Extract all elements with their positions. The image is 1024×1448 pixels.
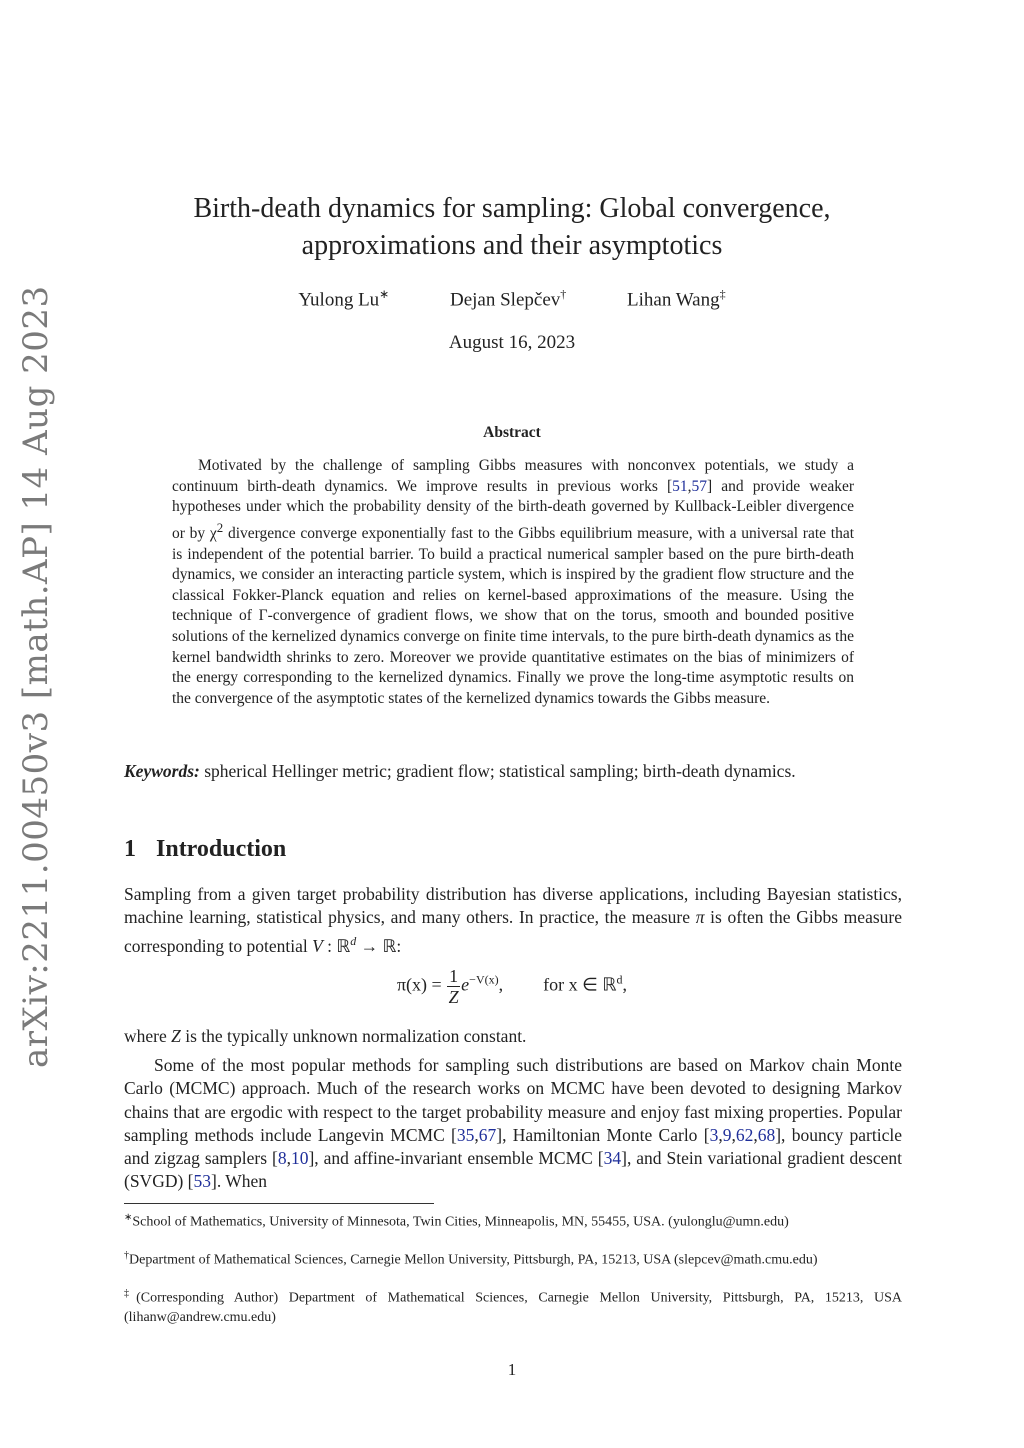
keywords-text: spherical Hellinger metric; gradient flow; statistical sampling; birth-death dynamics.	[199, 761, 796, 781]
abstract-text: Motivated by the challenge of sampling Gibbs measures with nonconvex potentials, we study a continuum birth-death dynamics. We improve results in previous works [51,57] and provide weaker hypotheses under which the probability density of the birth-death governed by Kullback-Leibler divergence or by $\chi^2$ divergence converge exponentially fast to the Gibbs equilibrium measure, with a universal rate that is independent of the potential barrier. To build a practical numerical sampler based on the pure birth-death dynamics, we consider an interacting particle system, which is inspired by the gradient flow structure and the classical Fokker-Planck equation and relies on kernel-based approximations of the measure. Using the technique of Γ-convergence of gradient flows, we show that on the torus, smooth and bounded positive solutions of the kernelized dynamics converge on finite time intervals, to the pure birth-death dynamics as the kernel bandwidth shrinks to zero. Moreover we provide quantitative estimates on the bias of minimizers of the energy corresponding to the kernelized dynamics. Finally we prove the long-time asymptotic results on the convergence of the asymptotic states of the kernelized dynamics towards the Gibbs measure.	[172, 457, 854, 707]
page-number: 1	[507, 1360, 517, 1379]
footnote-1: ∗School of Mathematics, University of Minnesota, Twin Cities, Minneapolis, MN, 55455, USA. (yulonglu@umn.edu)	[124, 1212, 789, 1230]
abstract-heading: Abstract	[483, 424, 541, 441]
citation-link[interactable]: 67	[478, 1124, 497, 1145]
citation-link[interactable]: 3	[709, 1124, 719, 1145]
intro-paragraph-2: where Z is the typically unknown normalization constant.	[124, 1026, 527, 1046]
author-2: Dejan Slepčev†	[449, 287, 567, 311]
intro-paragraph-1: Sampling from a given target probability distribution has diverse applications, including Bayesian statistics, machine learning, statistical physics, and many others. In practice, the measure π is often the Gibbs measure corresponding to potential V : ℝ$^d$ → ℝ:	[124, 884, 902, 956]
author-1: Yulong Lu∗	[298, 287, 390, 311]
title-line-1: Birth-death dynamics for sampling: Global convergence,	[193, 193, 831, 224]
keywords	[124, 760, 902, 783]
citation-link[interactable]: 8	[277, 1148, 287, 1169]
intro-paragraph-3: Some of the most popular methods for sampling such distributions are based on Markov chain Monte Carlo (MCMC) approach. Much of the research works on MCMC have been devoted to designing Markov chains that are ergodic with respect to the target probability measure and enjoy fast mixing properties. Popular sampling methods include Langevin MCMC [35,67], Hamiltonian Monte Carlo [3,9,62,68], bouncy particle and zigzag samplers [8,10], and affine-invariant ensemble MCMC [34], and Stein variational gradient descent (SVGD) [53]. When	[124, 1055, 902, 1192]
title-line-2: approximations and their asymptotics	[301, 230, 723, 261]
paper-title	[0, 190, 1024, 264]
arxiv-stamp: arXiv:2211.00450v3 [math.AP] 14 Aug 2023	[16, 285, 56, 1068]
citation-link[interactable]: 35	[456, 1124, 475, 1145]
author-list	[0, 287, 1024, 311]
citation-link[interactable]: 57	[691, 477, 708, 495]
author-3: Lihan Wang‡	[627, 287, 726, 311]
citation-link[interactable]: 62	[735, 1124, 754, 1145]
citation-link[interactable]: 9	[722, 1124, 732, 1145]
paper-date: August 16, 2023	[448, 332, 576, 353]
section-heading: 1 Introduction	[124, 836, 287, 862]
citation-link[interactable]: 34	[603, 1148, 622, 1169]
citation-link[interactable]: 68	[757, 1124, 776, 1145]
keywords-label: Keywords:	[124, 761, 200, 781]
footnote-rule	[124, 1203, 434, 1204]
citation-link[interactable]: 53	[193, 1171, 212, 1192]
citation-link[interactable]: 51	[672, 477, 688, 495]
gibbs-equation: π(x) = $\frac{1}{Z}$ $e^{-V(x)}$, for x ∈ ℝ$^d$,	[396, 966, 628, 1007]
citation-link[interactable]: 10	[290, 1148, 309, 1169]
footnote-3: ‡(Corresponding Author) Department of Mathematical Sciences, Carnegie Mellon University, Pittsburgh, PA, 15213, USA (lihanw@andrew.cmu.edu)	[124, 1288, 903, 1325]
footnote-2: †Department of Mathematical Sciences, Carnegie Mellon University, Pittsburgh, PA, 15213, USA (slepcev@math.cmu.edu)	[124, 1250, 818, 1268]
